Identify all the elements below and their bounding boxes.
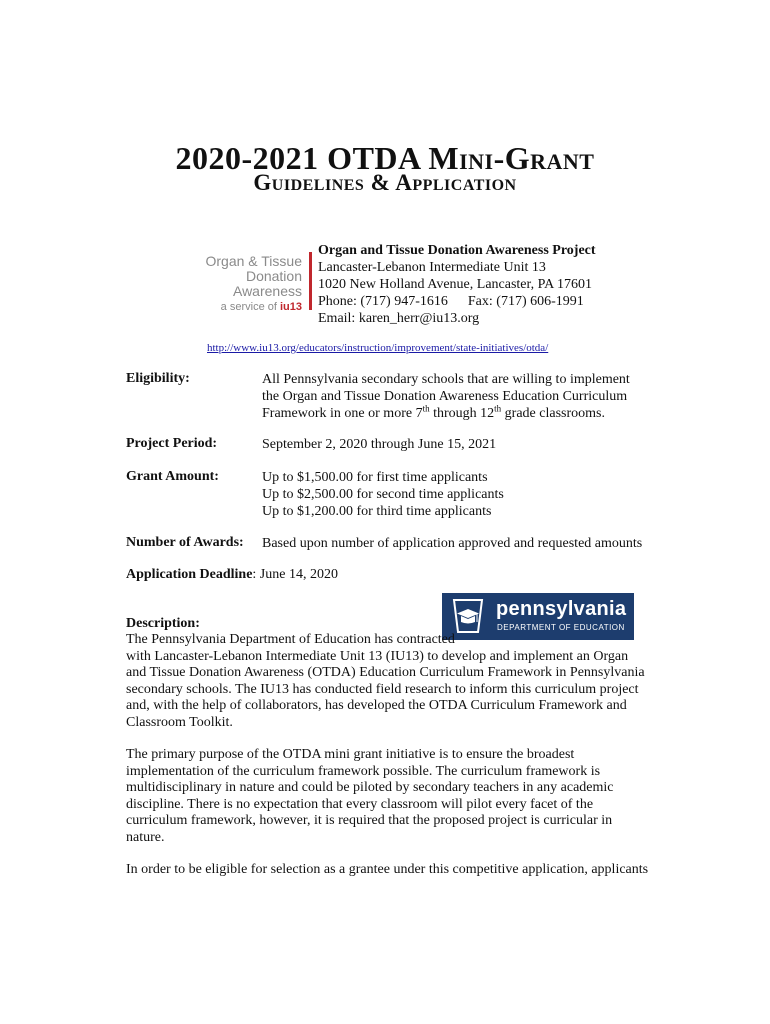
paragraph-line: curriculum framework, however, it is required that the proposed project is curricular in [126, 813, 613, 829]
contact-fax: Fax: (717) 606-1991 [467, 294, 584, 309]
grant-amount-line: Up to $1,200.00 for third time applicants [262, 504, 492, 519]
document-subtitle: Guidelines & Application [253, 170, 517, 195]
paragraph-line: multidisciplinary in nature and could be piloted by secondary teachers in any academic [126, 780, 614, 796]
contact-block [318, 242, 596, 327]
logo-accent-bar [309, 252, 312, 310]
contact-phone-fax [318, 293, 596, 310]
paragraph-line: The primary purpose of the OTDA mini grant initiative is to ensure the broadest [126, 747, 575, 762]
eligibility-line: the Organ and Tissue Donation Awareness Education Curriculum [262, 389, 628, 404]
description-heading: Description: [126, 616, 200, 631]
organ-tissue-logo [186, 250, 316, 312]
application-deadline-row [126, 567, 338, 583]
eligibility-value [262, 371, 630, 422]
eligibility-line: All Pennsylvania secondary schools that are willing to implement [262, 372, 630, 387]
paragraph-line: implementation of the curriculum framework possible. The curriculum framework is [126, 763, 601, 779]
contact-phone: Phone: (717) 947-1616 [318, 294, 448, 309]
grant-amount-value [262, 469, 504, 520]
grant-amount-line: Up to $1,500.00 for first time applicants [262, 470, 488, 485]
otda-website-link[interactable]: http://www.iu13.org/educators/instruction/improvement/state-initiatives/otda/ [207, 342, 549, 354]
logo-line-2: Donation [245, 268, 302, 284]
logo-line-4 [221, 300, 302, 314]
grant-amount-line: Up to $2,500.00 for second time applicants [262, 487, 504, 502]
contact-unit: Lancaster-Lebanon Intermediate Unit 13 [318, 260, 546, 275]
paragraph-line: with Lancaster-Lebanon Intermediate Unit 13 (IU13) to develop and implement an Organ [126, 648, 629, 664]
description-paragraph-1 [126, 632, 645, 732]
project-period-label: Project Period: [126, 436, 218, 451]
paragraph-line: discipline. There is no expectation that every classroom will pilot every facet of the [126, 796, 594, 812]
paragraph-line: secondary schools. The IU13 has conducted field research to inform this curriculum project [126, 681, 639, 697]
logo-service-prefix: a service of [220, 301, 277, 313]
contact-address: 1020 New Holland Avenue, Lancaster, PA 17601 [318, 277, 592, 292]
contact-org-name: Organ and Tissue Donation Awareness Project [318, 243, 596, 258]
paragraph-line: The Pennsylvania Department of Education has contracted [126, 632, 455, 647]
paragraph-line: In order to be eligible for selection as a grantee under this competitive application, applicants [126, 862, 649, 877]
logo-line-3: Awareness [232, 283, 302, 299]
description-paragraph-3 [126, 862, 648, 879]
number-of-awards-label: Number of Awards: [126, 535, 244, 550]
paragraph-line: and Tissue Donation Awareness (OTDA) Education Curriculum Framework in Pennsylvania [126, 665, 645, 681]
application-deadline-value: : June 14, 2020 [252, 567, 338, 582]
paragraph-line: Classroom Toolkit. [126, 714, 233, 730]
project-period-value: September 2, 2020 through June 15, 2021 [262, 437, 497, 452]
document-title: 2020-2021 OTDA Mini-Grant [175, 140, 595, 176]
pa-logo-subtitle: DEPARTMENT OF EDUCATION [497, 623, 625, 632]
paragraph-line: nature. [126, 829, 165, 845]
iu13-brand: iu13 [279, 301, 302, 313]
eligibility-label: Eligibility: [126, 371, 190, 386]
eligibility-line: Framework in one or more 7th through 12th grade classrooms. [262, 403, 605, 421]
application-deadline-label: Application Deadline [126, 567, 253, 582]
pa-logo-word: pennsylvania [496, 598, 627, 620]
keystone-icon [448, 597, 488, 635]
contact-email: Email: karen_herr@iu13.org [318, 311, 480, 326]
logo-line-1: Organ & Tissue [205, 253, 302, 269]
paragraph-line: and, with the help of collaborators, has developed the OTDA Curriculum Framework and [126, 698, 627, 714]
number-of-awards-value: Based upon number of application approved and requested amounts [262, 536, 643, 551]
grant-amount-label: Grant Amount: [126, 469, 219, 484]
description-paragraph-2 [126, 747, 614, 847]
